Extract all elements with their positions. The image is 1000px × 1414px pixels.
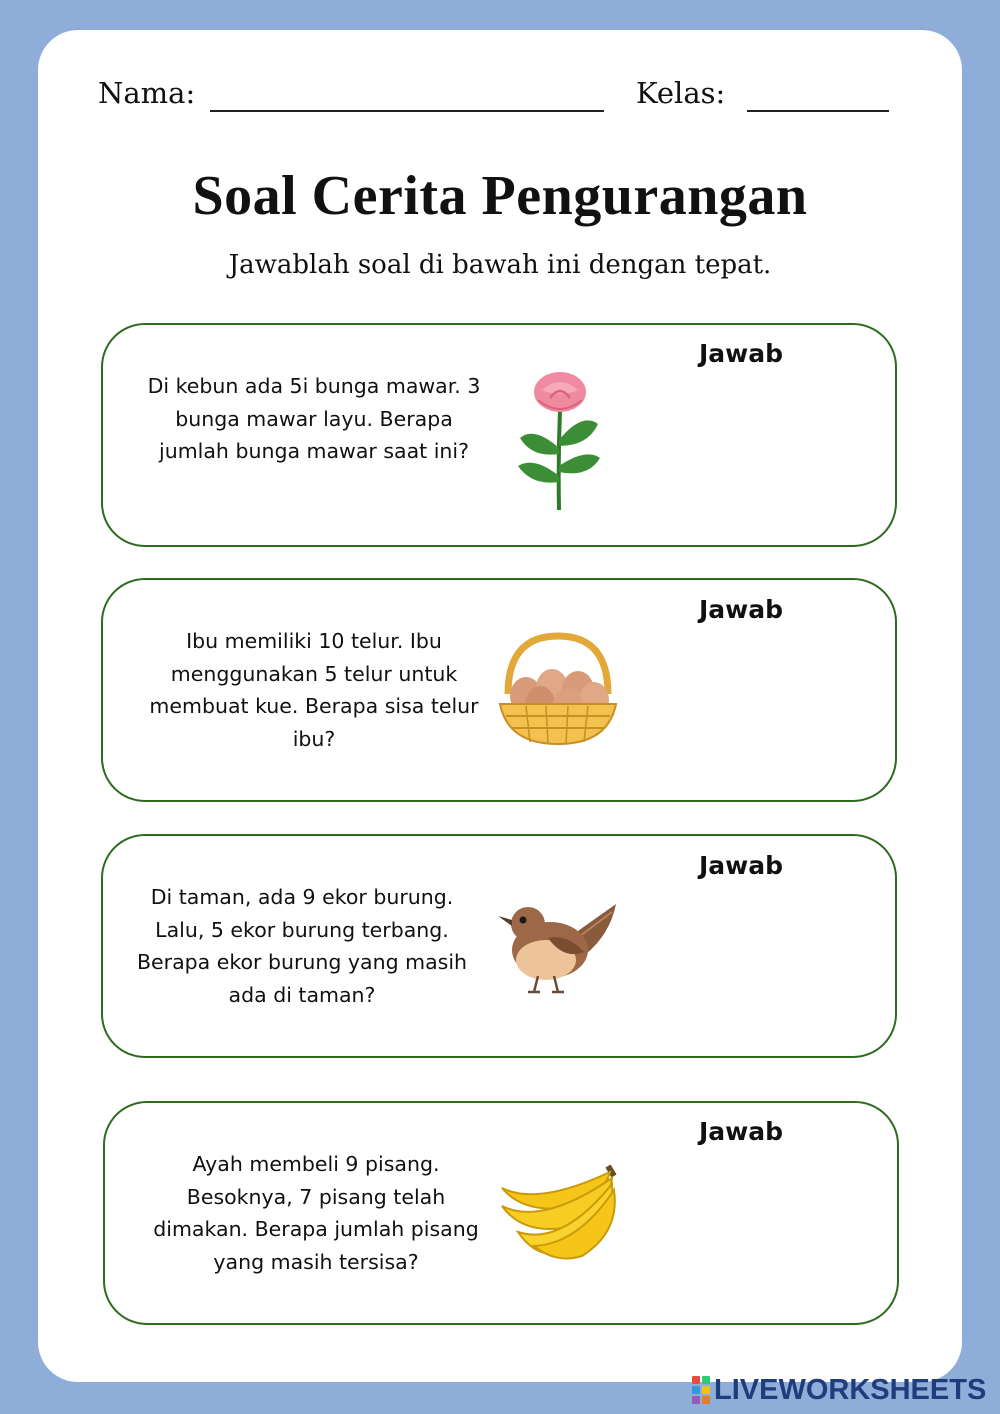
question-text: Ibu memiliki 10 telur. Ibu menggunakan 5 telur untuk membuat kue. Berapa sisa telur ibu?: [149, 629, 479, 751]
class-label: Kelas:: [636, 76, 726, 110]
class-field[interactable]: [747, 110, 889, 112]
liveworksheets-logo[interactable]: [692, 1374, 986, 1406]
name-field[interactable]: [210, 110, 604, 112]
banana-icon: [498, 1162, 622, 1262]
page-instructions: Jawablah soal di bawah ini dengan tepat.: [228, 250, 772, 280]
question-text: Ayah membeli 9 pisang. Besoknya, 7 pisang telah dimakan. Berapa jumlah pisang yang masih tersisa?: [153, 1152, 479, 1274]
question-text: Di taman, ada 9 ekor burung. Lalu, 5 ekor burung terbang. Berapa ekor burung yang masih ada di taman?: [136, 885, 468, 1007]
answer-label: Jawab: [699, 851, 784, 880]
answer-label: Jawab: [699, 339, 784, 368]
rose-icon: [512, 370, 608, 512]
name-label: Nama:: [98, 76, 196, 110]
answer-label: Jawab: [699, 595, 784, 624]
page-title: Soal Cerita Pengurangan: [192, 165, 808, 227]
bird-icon: [498, 898, 622, 996]
egg-basket-icon: [496, 632, 620, 748]
logo-text: LIVEWORKSHEETS: [714, 1373, 987, 1406]
question-text: Di kebun ada 5i bunga mawar. 3 bunga mawar layu. Berapa jumlah bunga mawar saat ini?: [147, 374, 481, 463]
logo-icon: [692, 1376, 710, 1404]
answer-label: Jawab: [699, 1117, 784, 1146]
